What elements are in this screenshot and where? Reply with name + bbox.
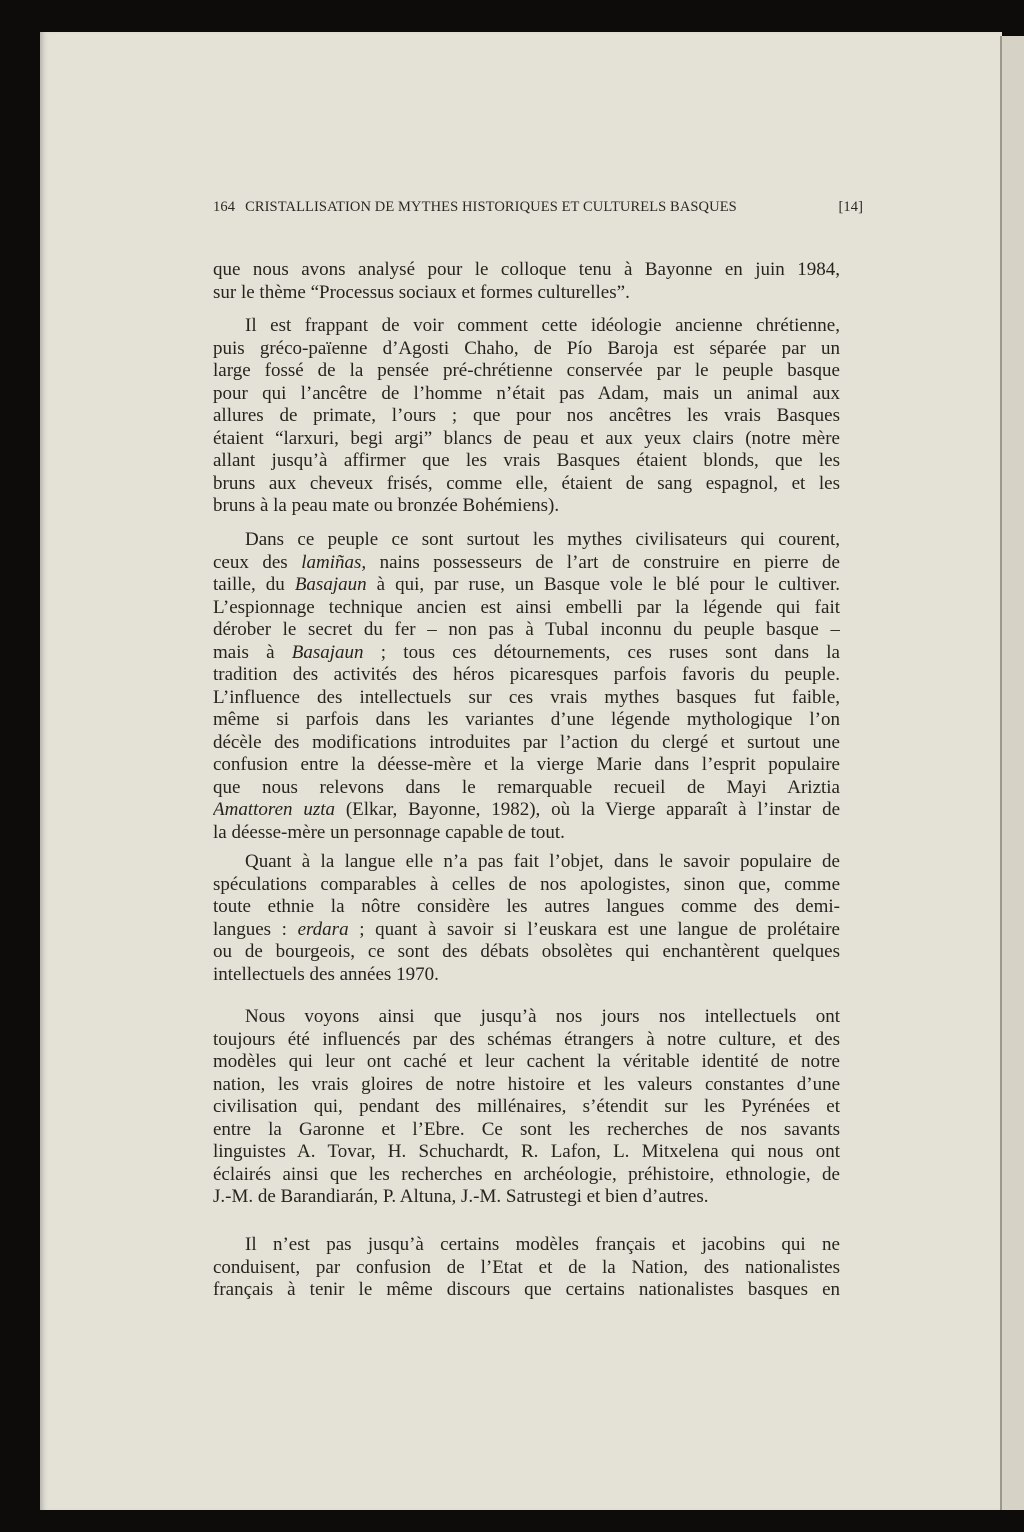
text-segment: entre la Garonne et l’Ebre. Ce sont les recherches de nos savants — [213, 1118, 840, 1140]
paragraph — [213, 1006, 840, 1209]
text-line — [213, 495, 840, 518]
paragraph — [213, 851, 840, 986]
text-line — [213, 450, 840, 473]
text-line — [213, 1141, 840, 1164]
text-line — [213, 874, 840, 897]
text-segment: civilisation qui, pendant des millénaires, s’étendit sur les Pyrénées et — [213, 1096, 840, 1117]
text-line — [213, 282, 840, 305]
text-line — [213, 664, 840, 687]
text-line — [213, 687, 840, 710]
text-segment: que nous avons analysé pour le colloque tenu à Bayonne en juin 1984, — [213, 259, 840, 280]
text-line — [213, 1029, 840, 1052]
text-segment: Il est frappant de voir comment cette idéologie ancienne chrétienne, — [245, 315, 840, 336]
paragraph — [213, 259, 840, 304]
text-segment: bruns aux cheveux frisés, comme elle, étaient de sang espagnol, et les — [213, 472, 840, 494]
italic-text: Amattoren uzta — [213, 799, 336, 820]
text-segment: puis gréco-païenne d’Agosti Chaho, de Pío Baroja est séparée par un — [213, 337, 840, 359]
text-line — [213, 360, 840, 383]
text-line — [213, 919, 840, 942]
text-line — [213, 1186, 840, 1209]
text-line — [213, 1257, 840, 1280]
text-line — [213, 619, 840, 642]
text-line — [213, 428, 840, 451]
text-line — [213, 338, 840, 361]
text-segment: français à tenir le même discours que certains nationalistes basques en — [213, 1279, 840, 1300]
text-line — [213, 259, 840, 282]
text-segment: décèle des modifications introduites par l’action du clergé et surtout une — [213, 731, 840, 753]
text-line — [213, 642, 840, 665]
italic-text: lamiñas, — [301, 551, 367, 573]
page-number: 164 — [213, 199, 236, 215]
text-line — [213, 732, 840, 755]
paragraph — [213, 1234, 840, 1302]
text-segment: à qui, par ruse, un Basque vole le blé pour le cultiver. — [366, 574, 840, 595]
text-segment: ; tous ces détournements, ces ruses sont dans la — [363, 641, 840, 663]
running-title: CRISTALLISATION DE MYTHES HISTORIQUES ET CULTURELS BASQUES — [245, 199, 737, 215]
text-segment: bruns à la peau mate ou bronzée Bohémiens). — [213, 495, 560, 516]
text-segment: pour qui l’ancêtre de l’homme n’était pas Adam, mais un animal aux — [213, 382, 840, 404]
text-segment: même si parfois dans les variantes d’une légende mythologique l’on — [213, 709, 840, 730]
text-line — [213, 896, 840, 919]
text-segment: dérober le secret du fer – non pas à Tubal inconnu du peuple basque – — [213, 619, 840, 640]
text-segment: allures de primate, l’ours ; que pour nos ancêtres les vrais Basques — [213, 405, 840, 426]
italic-text: Basajaun — [291, 641, 364, 663]
text-line — [213, 941, 840, 964]
text-segment: éclairés ainsi que les recherches en archéologie, préhistoire, ethnologie, de — [213, 1163, 840, 1185]
text-line — [213, 964, 840, 987]
text-segment: spéculations comparables à celles de nos apologistes, sinon que, comme — [213, 873, 840, 895]
text-line — [213, 777, 840, 800]
text-line — [213, 799, 840, 822]
text-line — [213, 529, 840, 552]
text-segment: nains possesseurs de l’art de construire en pierre de — [366, 551, 840, 573]
text-segment: Il n’est pas jusqu’à certains modèles français et jacobins qui ne — [245, 1234, 840, 1255]
text-line — [213, 405, 840, 428]
running-header — [213, 199, 863, 216]
text-segment: sur le thème “Processus sociaux et formes culturelles”. — [213, 281, 630, 303]
text-segment: (Elkar, Bayonne, 1982), où la Vierge apparaît à l’instar de — [335, 799, 840, 820]
text-segment: Nous voyons ainsi que jusqu’à nos jours nos intellectuels ont — [245, 1006, 840, 1027]
facing-page-edge — [1000, 36, 1024, 1510]
text-segment: que nous relevons dans le remarquable recueil de Mayi Ariztia — [213, 776, 840, 798]
text-segment: Dans ce peuple ce sont surtout les mythes civilisateurs qui courent, — [245, 529, 840, 550]
text-line — [213, 1164, 840, 1187]
italic-text: Basajaun — [294, 574, 367, 595]
text-segment: toute ethnie la nôtre considère les autres langues comme des demi- — [213, 896, 840, 917]
text-line — [213, 822, 840, 845]
text-line — [213, 597, 840, 620]
text-line — [213, 1119, 840, 1142]
text-segment: conduisent, par confusion de l’Etat et de la Nation, des nationalistes — [213, 1256, 840, 1278]
text-segment: ou de bourgeois, ce sont des débats obsolètes qui enchantèrent quelques — [213, 941, 840, 962]
text-segment: large fossé de la pensée pré-chrétienne conservée par le peuple basque — [213, 360, 840, 381]
text-segment: Quant à la langue elle n’a pas fait l’objet, dans le savoir populaire de — [245, 851, 840, 872]
text-line — [213, 473, 840, 496]
text-line — [213, 383, 840, 406]
text-line — [213, 709, 840, 732]
text-line — [213, 552, 840, 575]
text-line — [213, 1074, 840, 1097]
text-segment: nation, les vrais gloires de notre histoire et les valeurs constantes d’une — [213, 1073, 840, 1095]
text-line — [213, 574, 840, 597]
paragraph — [213, 529, 840, 844]
text-segment: J.-M. de Barandiarán, P. Altuna, J.-M. Satrustegi et bien d’autres. — [213, 1186, 709, 1207]
text-segment: intellectuels des années 1970. — [213, 963, 439, 985]
text-line — [213, 315, 840, 338]
text-segment: L’espionnage technique ancien est ainsi embelli par la légende qui fait — [213, 596, 840, 618]
text-segment: L’influence des intellectuels sur ces vrais mythes basques fut faible, — [213, 686, 840, 708]
italic-text: erdara — [297, 918, 349, 940]
section-number: [14] — [838, 199, 863, 215]
text-line — [213, 1051, 840, 1074]
text-line — [213, 1279, 840, 1302]
text-line — [213, 1006, 840, 1029]
text-segment: langues : — [213, 918, 298, 940]
text-line — [213, 1096, 840, 1119]
paragraph — [213, 315, 840, 518]
text-segment: confusion entre la déesse-mère et la vierge Marie dans l’esprit populaire — [213, 754, 840, 775]
text-segment: allant jusqu’à affirmer que les vrais Basques étaient blonds, que les — [213, 450, 840, 471]
text-segment: modèles qui leur ont caché et leur cachent la véritable identité de notre — [213, 1051, 840, 1072]
text-segment: ceux des — [213, 551, 302, 573]
text-line — [213, 1234, 840, 1257]
text-segment: mais à — [213, 641, 292, 663]
text-segment: étaient “larxuri, begi argi” blancs de peau et aux yeux clairs (notre mère — [213, 427, 840, 449]
text-segment: toujours été influencés par des schémas étrangers à notre culture, et des — [213, 1028, 840, 1050]
text-segment: taille, du — [213, 574, 295, 595]
text-segment: tradition des activités des héros picaresques parfois favoris du peuple. — [213, 664, 840, 685]
text-line — [213, 754, 840, 777]
text-segment: linguistes A. Tovar, H. Schuchardt, R. Lafon, L. Mitxelena qui nous ont — [213, 1141, 840, 1162]
text-segment: ; quant à savoir si l’euskara est une langue de prolétaire — [348, 918, 840, 940]
text-line — [213, 851, 840, 874]
text-segment: la déesse-mère un personnage capable de tout. — [213, 821, 565, 843]
